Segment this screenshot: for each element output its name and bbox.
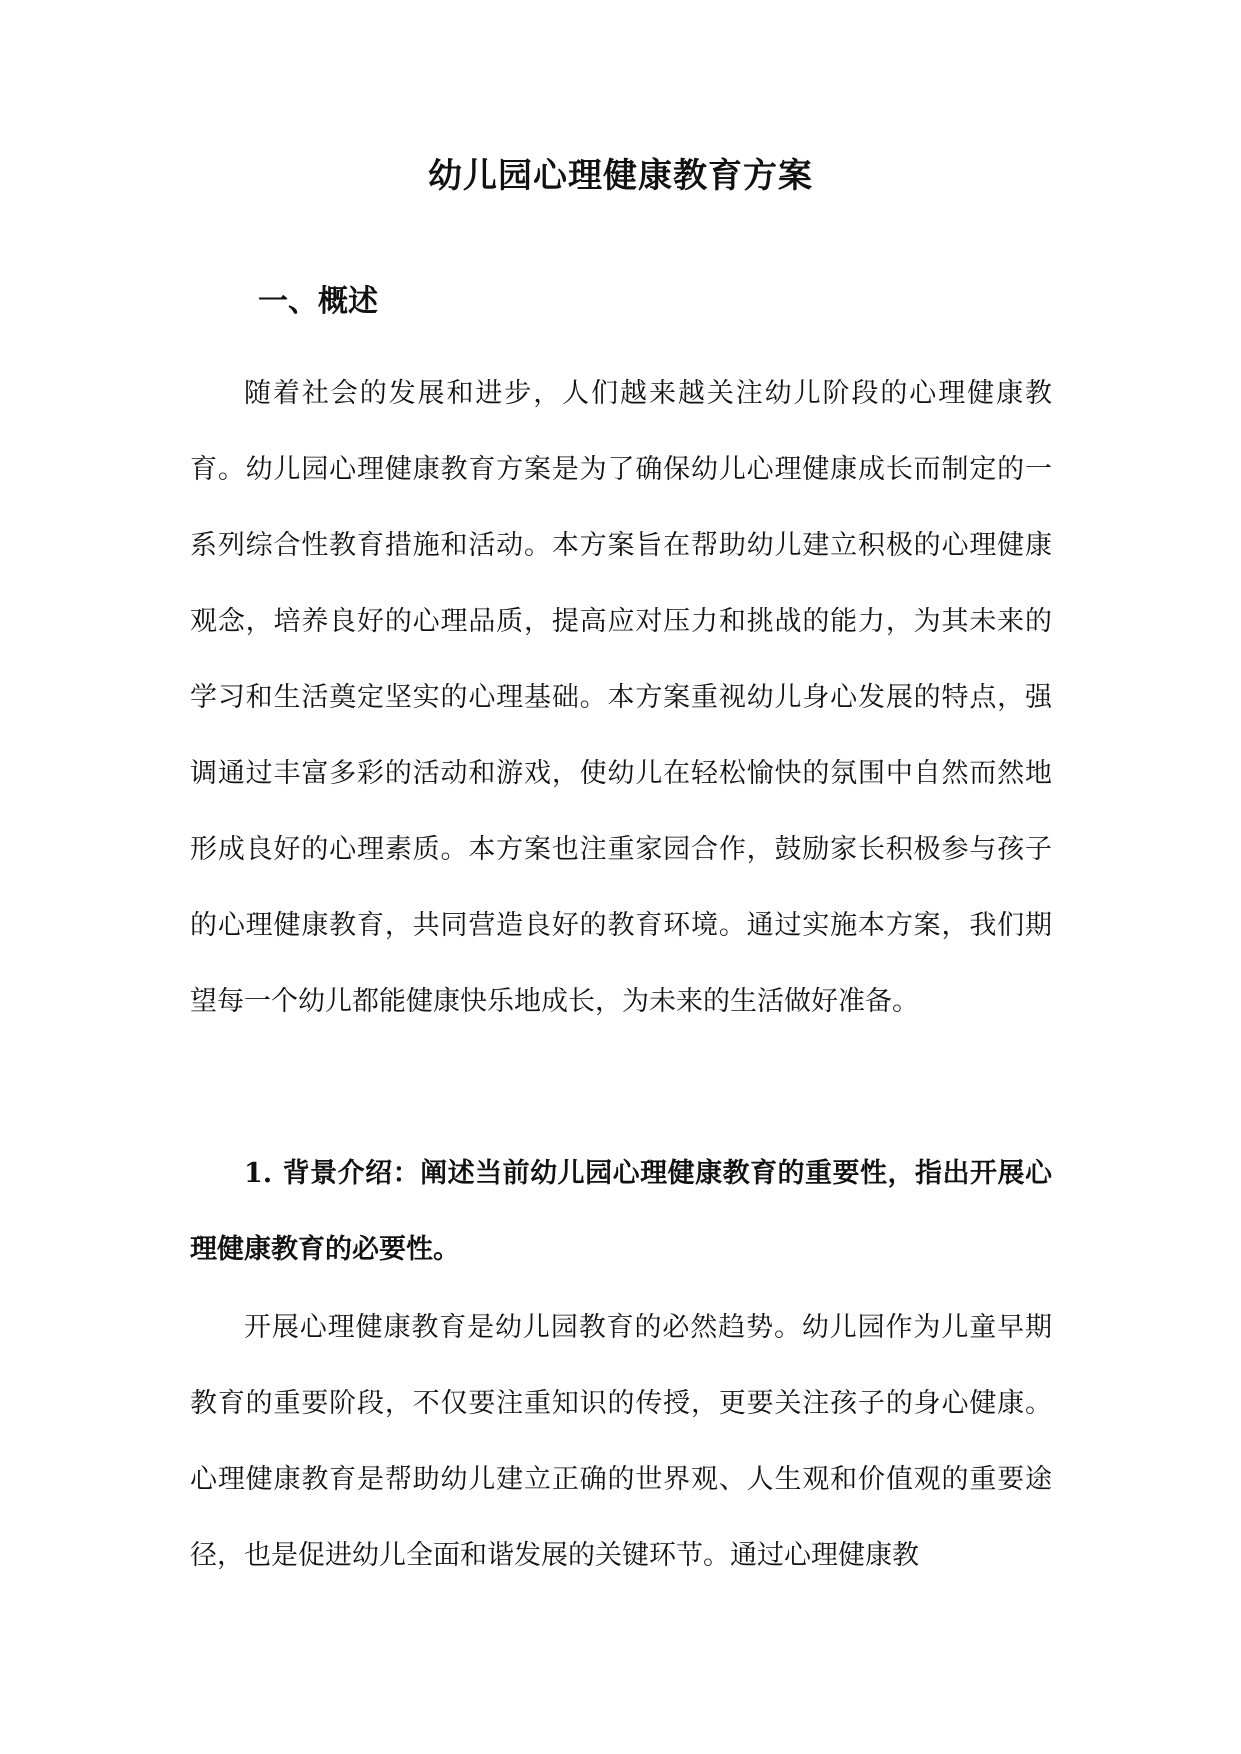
document-title: 幼儿园心理健康教育方案 [428, 156, 813, 196]
subsection-heading-text: 背景介绍：阐述当前幼儿园心理健康教育的重要性，指出开展心理健康教育的必要性。 [190, 1158, 1052, 1265]
section-heading-overview: 一、概述 [258, 284, 378, 319]
subsection-heading-background [190, 1136, 1052, 1288]
subsection-number: 1. [244, 1158, 273, 1189]
background-paragraph: 开展心理健康教育是幼儿园教育的必然趋势。幼儿园作为儿童早期教育的重要阶段，不仅要注重知识的传授，更要关注孩子的身心健康。心理健康教育是帮助幼儿建立正确的世界观、人生观和价值观的重要途径，也是促进幼儿全面和谐发展的关键环节。通过心理健康教 [190, 1312, 1052, 1571]
overview-paragraph: 随着社会的发展和进步，人们越来越关注幼儿阶段的心理健康教育。幼儿园心理健康教育方案是为了确保幼儿心理健康成长而制定的一系列综合性教育措施和活动。本方案旨在帮助幼儿建立积极的心理健康观念，培养良好的心理品质，提高应对压力和挑战的能力，为其未来的学习和生活奠定坚实的心理基础。本方案重视幼儿身心发展的特点，强调通过丰富多彩的活动和游戏，使幼儿在轻松愉快的氛围中自然而然地形成良好的心理素质。本方案也注重家园合作，鼓励家长积极参与孩子的心理健康教育，共同营造良好的教育环境。通过实施本方案，我们期望每一个幼儿都能健康快乐地成长，为未来的生活做好准备。 [190, 378, 1052, 1017]
